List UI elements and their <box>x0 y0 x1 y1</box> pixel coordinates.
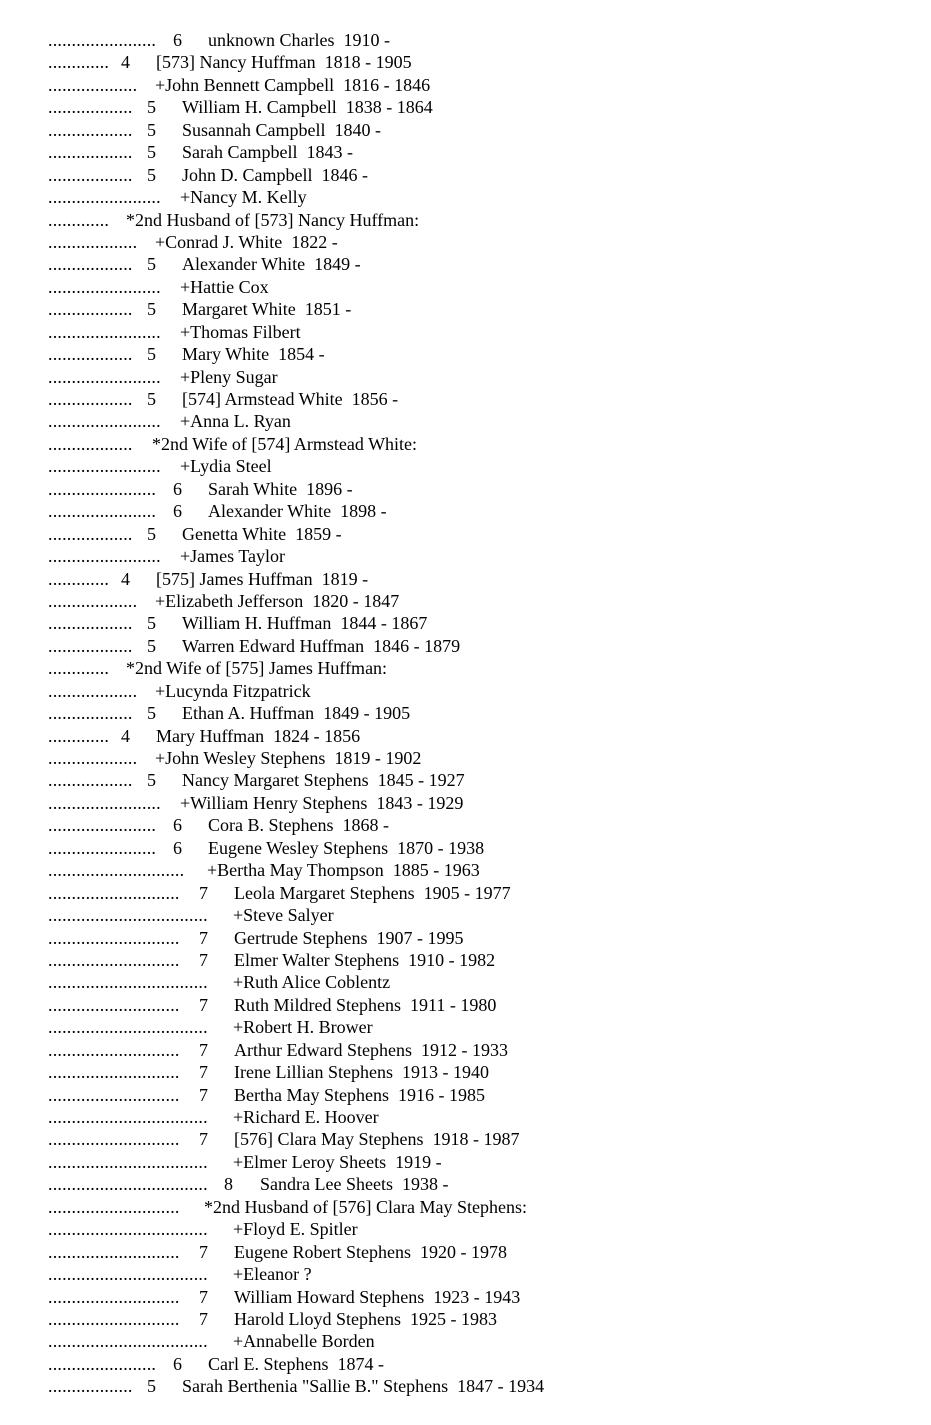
descendant-entry <box>0 725 931 747</box>
spouse-entry <box>0 904 931 926</box>
descendant-entry <box>0 1039 931 1061</box>
generation-number: 6 <box>173 815 182 836</box>
person-name: Elmer Walter Stephens 1910 - 1982 <box>234 949 496 970</box>
generation-number: 7 <box>199 1129 208 1150</box>
spouse-name: +Eleanor ? <box>233 1264 312 1285</box>
descendant-entry <box>0 1128 931 1150</box>
person-name: Margaret White 1851 - <box>182 299 352 320</box>
person-name: Sarah Berthenia "Sallie B." Stephens 1847 - 1934 <box>182 1376 545 1397</box>
leader-dots: .................................. <box>48 905 208 926</box>
generation-number: 5 <box>147 142 156 163</box>
generation-number: 5 <box>147 164 156 185</box>
descendant-entry <box>0 298 931 320</box>
leader-dots: ............................ <box>48 1286 180 1307</box>
spouse-name: +Conrad J. White 1822 - <box>155 231 338 252</box>
leader-dots: ............................ <box>48 882 180 903</box>
leader-dots: .................. <box>48 433 133 454</box>
descendant-entry <box>0 1308 931 1330</box>
spouse-entry <box>0 545 931 567</box>
leader-dots: .................. <box>48 97 133 118</box>
descendant-entry <box>0 164 931 186</box>
person-name: Mary White 1854 - <box>182 344 325 365</box>
generation-number: 6 <box>173 837 182 858</box>
leader-dots: ............................ <box>48 927 180 948</box>
remarriage-note <box>0 209 931 231</box>
leader-dots: ........................ <box>48 792 161 813</box>
leader-dots: .................. <box>48 635 133 656</box>
descendant-entry <box>0 1375 931 1397</box>
leader-dots: ........................ <box>48 187 161 208</box>
generation-number: 4 <box>121 52 130 73</box>
leader-dots: ........................ <box>48 276 161 297</box>
descendant-entry <box>0 769 931 791</box>
leader-dots: ............................ <box>48 1129 180 1150</box>
leader-dots: ............................ <box>48 1084 180 1105</box>
spouse-entry <box>0 1263 931 1285</box>
spouse-name: +Lydia Steel <box>180 456 272 477</box>
generation-number: 5 <box>147 635 156 656</box>
spouse-entry <box>0 1106 931 1128</box>
descendant-report <box>0 29 931 1398</box>
spouse-entry <box>0 1016 931 1038</box>
spouse-name: +William Henry Stephens 1843 - 1929 <box>180 792 464 813</box>
spouse-entry <box>0 321 931 343</box>
leader-dots: .................................. <box>48 1017 208 1038</box>
person-name: Eugene Wesley Stephens 1870 - 1938 <box>208 837 485 858</box>
generation-number: 5 <box>147 1376 156 1397</box>
spouse-name: +Elmer Leroy Sheets 1919 - <box>233 1151 442 1172</box>
remarriage-label: *2nd Husband of [576] Clara May Stephens: <box>204 1196 527 1217</box>
leader-dots: .................................. <box>48 1264 208 1285</box>
remarriage-label: *2nd Wife of [574] Armstead White: <box>152 433 418 454</box>
spouse-name: +James Taylor <box>180 546 286 567</box>
generation-number: 6 <box>173 478 182 499</box>
person-name: Ethan A. Huffman 1849 - 1905 <box>182 703 411 724</box>
leader-dots: .................................. <box>48 1174 208 1195</box>
leader-dots: ....................... <box>48 478 157 499</box>
generation-number: 7 <box>199 1308 208 1329</box>
descendant-entry <box>0 253 931 275</box>
person-name: [576] Clara May Stephens 1918 - 1987 <box>234 1129 520 1150</box>
remarriage-note <box>0 433 931 455</box>
remarriage-label: *2nd Husband of [573] Nancy Huffman: <box>126 209 420 230</box>
person-name: Irene Lillian Stephens 1913 - 1940 <box>234 1062 489 1083</box>
leader-dots: ............. <box>48 658 110 679</box>
leader-dots: ........................ <box>48 456 161 477</box>
spouse-name: +Ruth Alice Coblentz <box>233 972 391 993</box>
leader-dots: ............................. <box>48 860 185 881</box>
spouse-name: +John Bennett Campbell 1816 - 1846 <box>155 74 431 95</box>
descendant-entry <box>0 96 931 118</box>
descendant-entry <box>0 702 931 724</box>
descendant-entry <box>0 1353 931 1375</box>
leader-dots: ....................... <box>48 1353 157 1374</box>
leader-dots: ........................ <box>48 411 161 432</box>
descendant-entry <box>0 29 931 51</box>
leader-dots: .................. <box>48 770 133 791</box>
leader-dots: .................. <box>48 1376 133 1397</box>
leader-dots: .................................. <box>48 972 208 993</box>
leader-dots: ............. <box>48 52 110 73</box>
leader-dots: .................................. <box>48 1331 208 1352</box>
person-name: Ruth Mildred Stephens 1911 - 1980 <box>234 994 497 1015</box>
person-name: Mary Huffman 1824 - 1856 <box>156 725 361 746</box>
descendant-entry <box>0 612 931 634</box>
leader-dots: ....................... <box>48 30 157 50</box>
spouse-entry <box>0 366 931 388</box>
leader-dots: .................. <box>48 523 133 544</box>
leader-dots: .................. <box>48 389 133 409</box>
generation-number: 5 <box>147 703 156 724</box>
leader-dots: .................................. <box>48 1107 208 1127</box>
person-name: Carl E. Stephens 1874 - <box>208 1353 384 1374</box>
leader-dots: .................. <box>48 142 133 163</box>
generation-number: 5 <box>147 299 156 320</box>
person-name: Bertha May Stephens 1916 - 1985 <box>234 1084 485 1105</box>
person-name: William H. Huffman 1844 - 1867 <box>182 613 428 634</box>
spouse-name: +Steve Salyer <box>233 905 334 926</box>
spouse-name: +Hattie Cox <box>180 276 269 297</box>
generation-number: 5 <box>147 344 156 365</box>
leader-dots: ....................... <box>48 837 157 858</box>
leader-dots: ............................ <box>48 1308 180 1329</box>
spouse-name: +Bertha May Thompson 1885 - 1963 <box>207 860 480 881</box>
descendant-entry <box>0 1173 931 1195</box>
descendant-entry <box>0 523 931 545</box>
generation-number: 7 <box>199 1039 208 1060</box>
descendant-entry <box>0 635 931 657</box>
person-name: Eugene Robert Stephens 1920 - 1978 <box>234 1241 507 1262</box>
descendant-entry <box>0 343 931 365</box>
leader-dots: ............. <box>48 209 110 230</box>
generation-number: 5 <box>147 523 156 544</box>
spouse-entry <box>0 680 931 702</box>
person-name: Sarah Campbell 1843 - <box>182 142 353 163</box>
generation-number: 5 <box>147 613 156 634</box>
person-name: Sarah White 1896 - <box>208 478 353 499</box>
spouse-entry <box>0 859 931 881</box>
person-name: unknown Charles 1910 - <box>208 30 390 50</box>
generation-number: 7 <box>199 994 208 1015</box>
descendant-entry <box>0 814 931 836</box>
leader-dots: ........................ <box>48 366 161 387</box>
spouse-name: +Pleny Sugar <box>180 366 278 387</box>
leader-dots: ....................... <box>48 815 157 836</box>
spouse-entry <box>0 186 931 208</box>
descendant-entry <box>0 837 931 859</box>
generation-number: 7 <box>199 1241 208 1262</box>
spouse-entry <box>0 276 931 298</box>
leader-dots: ....................... <box>48 501 157 522</box>
leader-dots: ................... <box>48 231 138 252</box>
spouse-name: +John Wesley Stephens 1819 - 1902 <box>155 748 422 768</box>
spouse-name: +Floyd E. Spitler <box>233 1219 358 1240</box>
descendant-entry <box>0 141 931 163</box>
spouse-entry <box>0 792 931 814</box>
descendant-entry <box>0 1241 931 1263</box>
leader-dots: ........................ <box>48 546 161 567</box>
leader-dots: .................. <box>48 119 133 140</box>
generation-number: 7 <box>199 949 208 970</box>
spouse-entry <box>0 747 931 769</box>
person-name: Gertrude Stephens 1907 - 1995 <box>234 927 464 948</box>
generation-number: 4 <box>121 568 130 589</box>
spouse-name: +Richard E. Hoover <box>233 1107 379 1127</box>
generation-number: 7 <box>199 927 208 948</box>
person-name: Sandra Lee Sheets 1938 - <box>260 1174 449 1195</box>
spouse-entry <box>0 231 931 253</box>
leader-dots: ................... <box>48 74 138 95</box>
descendant-entry <box>0 882 931 904</box>
spouse-entry <box>0 410 931 432</box>
leader-dots: ............................ <box>48 1196 180 1217</box>
leader-dots: ............................ <box>48 1241 180 1262</box>
person-name: Cora B. Stephens 1868 - <box>208 815 389 836</box>
person-name: Genetta White 1859 - <box>182 523 342 544</box>
leader-dots: ............................ <box>48 994 180 1015</box>
person-name: William H. Campbell 1838 - 1864 <box>182 97 433 118</box>
person-name: [573] Nancy Huffman 1818 - 1905 <box>156 52 412 73</box>
spouse-entry <box>0 1151 931 1173</box>
leader-dots: ............................ <box>48 1039 180 1060</box>
descendant-entry <box>0 119 931 141</box>
descendant-entry <box>0 927 931 949</box>
descendant-entry <box>0 1084 931 1106</box>
descendant-entry <box>0 568 931 590</box>
generation-number: 5 <box>147 389 156 409</box>
generation-number: 5 <box>147 254 156 275</box>
generation-number: 8 <box>224 1174 233 1195</box>
descendant-entry <box>0 1061 931 1083</box>
person-name: Warren Edward Huffman 1846 - 1879 <box>182 635 461 656</box>
leader-dots: ............. <box>48 568 110 589</box>
spouse-entry <box>0 1218 931 1240</box>
descendant-entry <box>0 1286 931 1308</box>
person-name: Leola Margaret Stephens 1905 - 1977 <box>234 882 511 903</box>
descendant-entry <box>0 949 931 971</box>
spouse-entry <box>0 971 931 993</box>
leader-dots: .................................. <box>48 1219 208 1240</box>
generation-number: 4 <box>121 725 130 746</box>
spouse-entry <box>0 74 931 96</box>
generation-number: 7 <box>199 1084 208 1105</box>
generation-number: 7 <box>199 1286 208 1307</box>
spouse-entry <box>0 590 931 612</box>
generation-number: 6 <box>173 30 182 50</box>
descendant-entry <box>0 51 931 73</box>
leader-dots: .................................. <box>48 1151 208 1172</box>
spouse-entry <box>0 1330 931 1352</box>
person-name: Harold Lloyd Stephens 1925 - 1983 <box>234 1308 497 1329</box>
leader-dots: ................... <box>48 748 138 768</box>
generation-number: 5 <box>147 119 156 140</box>
person-name: [574] Armstead White 1856 - <box>182 389 399 409</box>
person-name: Susannah Campbell 1840 - <box>182 119 381 140</box>
spouse-name: +Anna L. Ryan <box>180 411 291 432</box>
generation-number: 5 <box>147 97 156 118</box>
remarriage-note <box>0 1196 931 1218</box>
spouse-name: +Thomas Filbert <box>180 321 301 342</box>
spouse-name: +Robert H. Brower <box>233 1017 373 1038</box>
spouse-name: +Elizabeth Jefferson 1820 - 1847 <box>155 590 400 611</box>
person-name: Alexander White 1898 - <box>208 501 387 522</box>
leader-dots: .................. <box>48 613 133 634</box>
descendant-entry <box>0 994 931 1016</box>
person-name: Nancy Margaret Stephens 1845 - 1927 <box>182 770 465 791</box>
person-name: [575] James Huffman 1819 - <box>156 568 369 589</box>
descendant-entry <box>0 478 931 500</box>
leader-dots: .................. <box>48 703 133 724</box>
remarriage-note <box>0 657 931 679</box>
generation-number: 7 <box>199 882 208 903</box>
spouse-entry <box>0 455 931 477</box>
remarriage-label: *2nd Wife of [575] James Huffman: <box>126 658 388 679</box>
descendant-entry <box>0 500 931 522</box>
leader-dots: .................. <box>48 164 133 185</box>
leader-dots: .................. <box>48 299 133 320</box>
spouse-name: +Lucynda Fitzpatrick <box>155 680 311 701</box>
generation-number: 6 <box>173 501 182 522</box>
spouse-name: +Nancy M. Kelly <box>180 187 307 208</box>
generation-number: 5 <box>147 770 156 791</box>
leader-dots: ................... <box>48 590 138 611</box>
descendant-entry <box>0 388 931 410</box>
person-name: William Howard Stephens 1923 - 1943 <box>234 1286 521 1307</box>
generation-number: 6 <box>173 1353 182 1374</box>
leader-dots: .................. <box>48 254 133 275</box>
leader-dots: ............................ <box>48 1062 180 1083</box>
leader-dots: ............................ <box>48 949 180 970</box>
spouse-name: +Annabelle Borden <box>233 1331 375 1352</box>
leader-dots: .................. <box>48 344 133 365</box>
leader-dots: ................... <box>48 680 138 701</box>
person-name: Alexander White 1849 - <box>182 254 361 275</box>
generation-number: 7 <box>199 1062 208 1083</box>
leader-dots: ............. <box>48 725 110 746</box>
person-name: John D. Campbell 1846 - <box>182 164 368 185</box>
person-name: Arthur Edward Stephens 1912 - 1933 <box>234 1039 508 1060</box>
leader-dots: ........................ <box>48 321 161 342</box>
